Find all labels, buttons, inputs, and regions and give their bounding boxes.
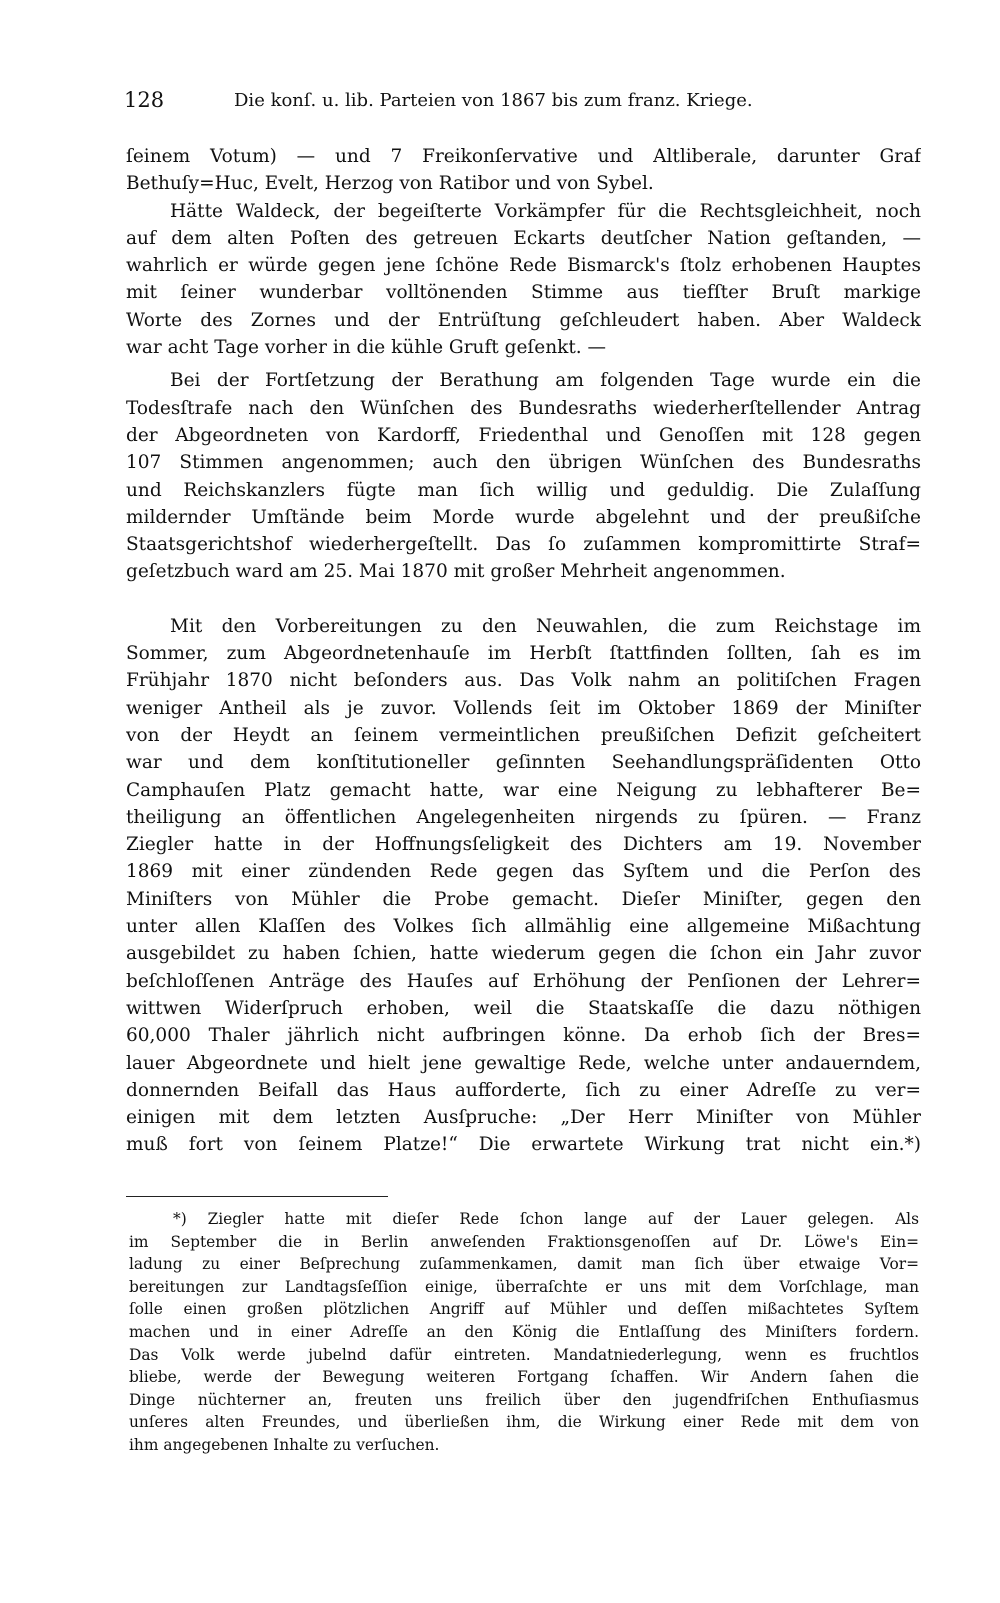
text-line: beſchloſſenen Anträge des Hauſes auf Erhöhung der Penſionen der Lehrer= — [126, 970, 921, 992]
text-line: geſetzbuch ward am 25. Mai 1870 mit großer Mehrheit angenommen. — [126, 561, 786, 583]
text-line: einigen mit dem letzten Ausſpruche: „Der Herr Miniſter von Mühler — [126, 1107, 921, 1129]
footnote-line: unſeres alten Freundes, und überließen ihm, die Wirkung einer Rede mit dem von — [129, 1413, 919, 1432]
paragraph — [126, 143, 921, 198]
page-header — [124, 88, 924, 118]
text-line: wahrlich er würde gegen jene ſchöne Rede Bismarck's ſtolz erhobenen Hauptes — [126, 255, 921, 277]
footnote-line: ihm angegebenen Inhalte zu verſuchen. — [129, 1435, 440, 1454]
text-line: unter allen Klaſſen des Volkes ſich allmählig eine allgemeine Mißachtung — [126, 916, 921, 938]
text-line: theiligung an öffentlichen Angelegenheiten nirgends zu ſpüren. — Franz — [126, 806, 921, 828]
footnote-line: Das Volk werde jubelnd dafür eintreten. Mandatniederlegung, wenn es fruchtlos — [129, 1345, 919, 1364]
footnote-line: bereitungen zur Landtagsſeſſion einige, überraſchte er uns mit dem Vorſchlage, man — [129, 1277, 919, 1296]
text-line: war und dem konſtitutioneller geſinnten Seehandlungspräſidenten Otto — [126, 752, 921, 774]
text-line: lauer Abgeordnete und hielt jene gewaltige Rede, welche unter andauerndem, — [126, 1052, 921, 1074]
text-line: 107 Stimmen angenommen; auch den übrigen Wünſchen des Bundesraths — [126, 452, 921, 474]
text-line: muß fort von ſeinem Platze!“ Die erwartete Wirkung trat nicht ein.*) — [126, 1134, 921, 1156]
footnote-line: bliebe, werde der Bewegung weiteren Fortgang ſchaffen. Wir Andern ſahen die — [129, 1368, 919, 1387]
text-line: Sommer, zum Abgeordnetenhauſe im Herbſt ſtattfinden ſollten, ſah es im — [126, 643, 921, 665]
text-line: Staatsgerichtshof wiederhergeſtellt. Das ſo zuſammen kompromittirte Straf= — [126, 534, 921, 556]
footnote-line: im September die in Berlin anweſenden Fraktionsgenoſſen auf Dr. Löwe's Ein= — [129, 1232, 919, 1251]
text-line: weniger Antheil als je zuvor. Vollends ſeit im Oktober 1869 der Miniſter — [126, 697, 921, 719]
text-line: ſeinem Votum) — und 7 Freikonſervative und Altliberale, darunter Graf — [126, 146, 921, 167]
text-line: ausgebildet zu haben ſchien, hatte wiederum gegen die ſchon ein Jahr zuvor — [126, 943, 921, 965]
paragraph — [126, 367, 921, 585]
section-gap — [126, 586, 921, 613]
text-line: der Abgeordneten von Kardorff, Friedenthal und Genoſſen mit 128 gegen — [126, 424, 921, 446]
text-line: Mit den Vorbereitungen zu den Neuwahlen, die zum Reichstage im — [170, 615, 921, 637]
footnote-divider — [126, 1196, 388, 1197]
text-line: Hätte Waldeck, der begeiſterte Vorkämpfer für die Rechtsgleichheit, noch — [170, 200, 921, 222]
main-text — [126, 143, 921, 1159]
text-line: und Reichskanzlers fügte man ſich willig und geduldig. Die Zulaſſung — [126, 479, 921, 501]
text-line: Bethuſy=Huc, Evelt, Herzog von Ratibor und von Sybel. — [126, 173, 654, 195]
footnote-line: *) Ziegler hatte mit dieſer Rede ſchon lange auf der Lauer gelegen. Als — [173, 1210, 919, 1228]
footnote-line: ladung zu einer Beſprechung zuſammenkamen, damit man ſich über etwaige Vor= — [129, 1255, 919, 1274]
text-line: Todesſtrafe nach den Wünſchen des Bundesraths wiederherſtellender Antrag — [126, 397, 921, 419]
text-line: Frühjahr 1870 nicht beſonders aus. Das Volk nahm an politiſchen Fragen — [126, 670, 921, 692]
text-line: Camphauſen Platz gemacht hatte, war eine Neigung zu lebhafterer Be= — [126, 779, 921, 801]
text-line: Ziegler hatte in der Hoffnungsſeligkeit des Dichters am 19. November — [126, 834, 921, 856]
running-title: Die konſ. u. lib. Parteien von 1867 bis zum franz. Kriege. — [234, 90, 753, 111]
footnote — [129, 1208, 919, 1457]
text-line: von der Heydt an ſeinem vermeintlichen preußiſchen Defizit geſcheitert — [126, 724, 921, 746]
text-line: war acht Tage vorher in die kühle Gruft geſenkt. — — [126, 337, 607, 359]
text-line: Bei der Fortſetzung der Berathung am folgenden Tage wurde ein die — [170, 370, 921, 392]
footnote-line: ſolle einen großen plötzlichen Angriff auf Mühler und deſſen mißachtetes Syſtem — [129, 1300, 919, 1319]
text-line: mildernder Umſtände beim Morde wurde abgelehnt und der preußiſche — [126, 506, 921, 528]
text-line: 1869 mit einer zündenden Rede gegen das Syſtem und die Perſon des — [126, 861, 921, 883]
text-line: mit ſeiner wunderbar volltönenden Stimme aus tiefſter Bruſt markige — [126, 282, 921, 304]
paragraph — [126, 198, 921, 362]
paragraph — [126, 613, 921, 1159]
text-line: donnernden Beifall das Haus aufforderte, ſich zu einer Adreſſe zu ver= — [126, 1079, 921, 1101]
text-line: auf dem alten Poſten des getreuen Eckarts deutſcher Nation geſtanden, — — [126, 227, 921, 249]
text-line: Miniſters von Mühler die Probe gemacht. Dieſer Miniſter, gegen den — [126, 888, 921, 910]
text-line: Worte des Zornes und der Entrüſtung geſchleudert haben. Aber Waldeck — [126, 309, 921, 331]
text-line: 60,000 Thaler jährlich nicht aufbringen könne. Da erhob ſich der Bres= — [126, 1025, 921, 1047]
text-line: wittwen Widerſpruch erhoben, weil die Staatskaſſe die dazu nöthigen — [126, 997, 921, 1019]
footnote-line: machen und in einer Adreſſe an den König die Entlaſſung des Miniſters fordern. — [129, 1322, 919, 1341]
footnote-line: Dinge nüchterner an, freuten uns freilich über den jugendfriſchen Enthuſiasmus — [129, 1390, 919, 1409]
page-number: 128 — [124, 88, 165, 112]
